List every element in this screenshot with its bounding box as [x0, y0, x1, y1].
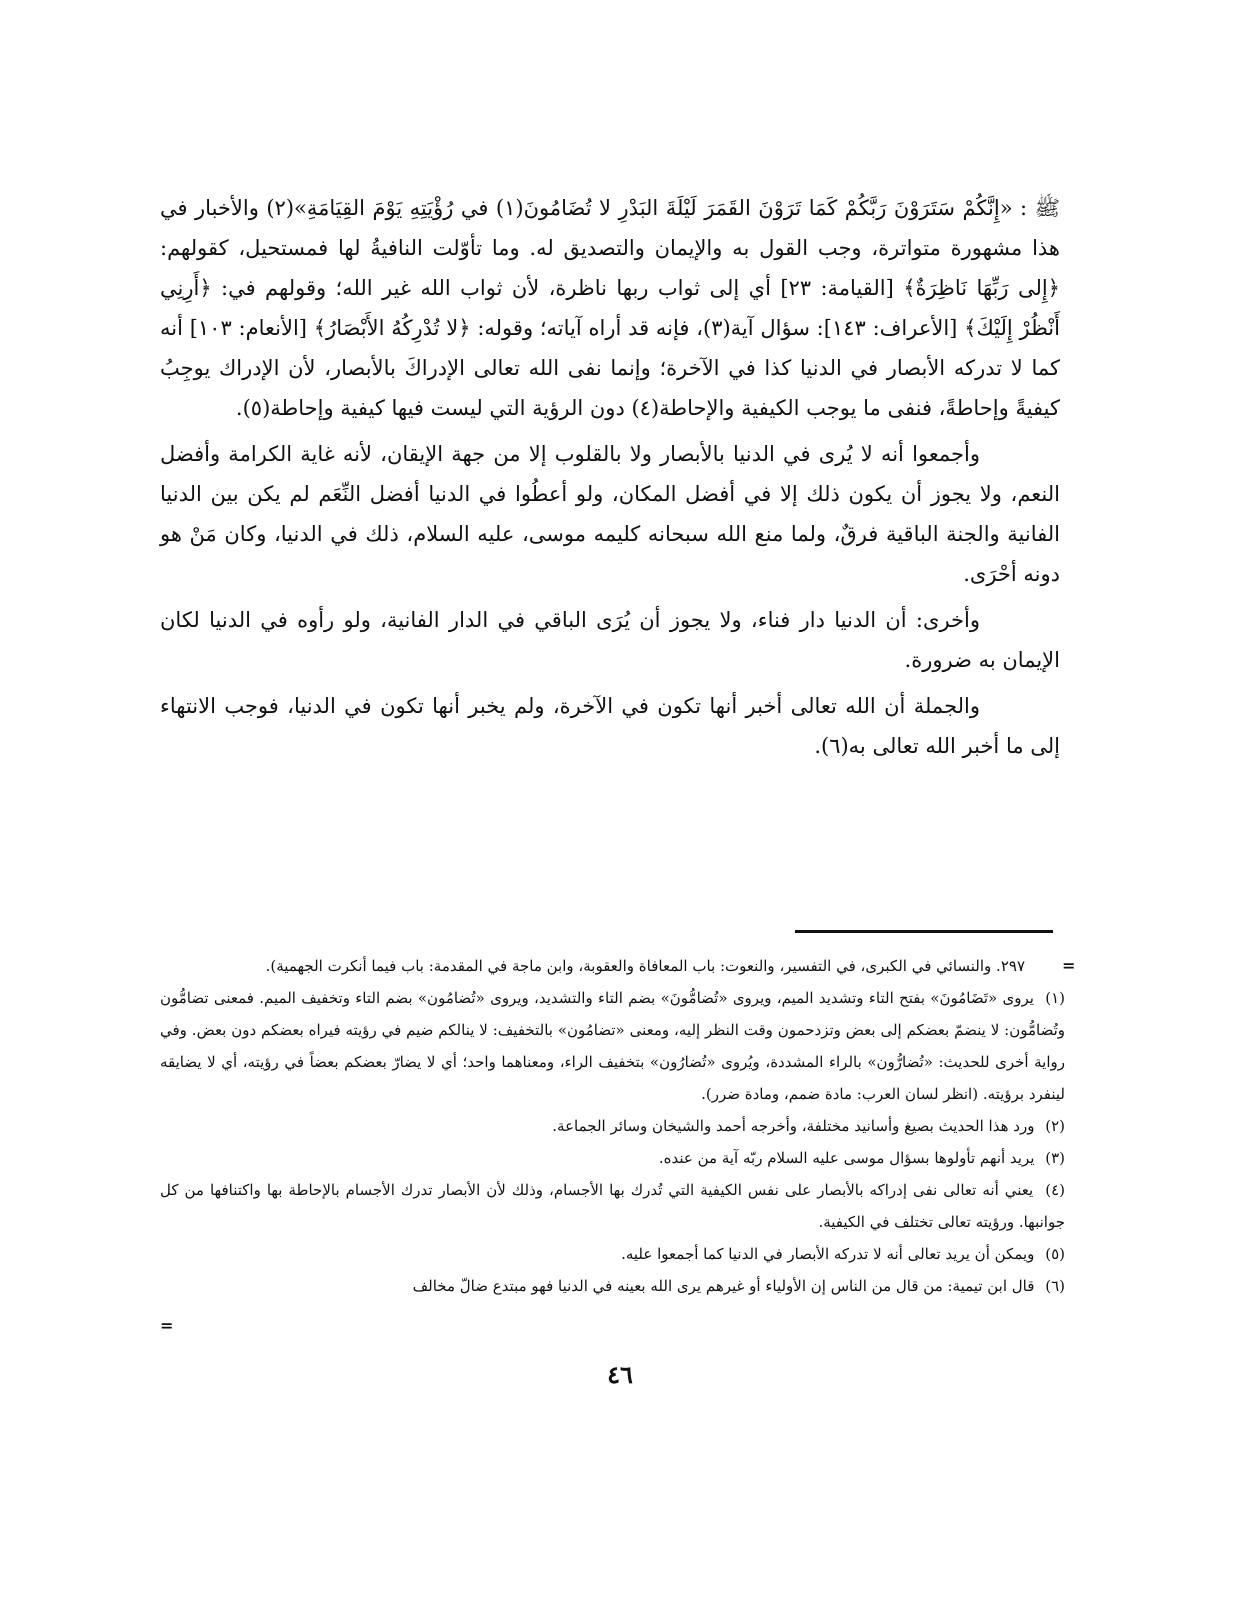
body-paragraph-1: ﷺ : «إِنَّكُمْ سَتَرَوْنَ رَبَّكُمْ كَمَا تَرَوْنَ القَمَرَ لَيْلَةَ البَدْرِ لا تُضَامُونَ(١) في رُؤْيَتِهِ يَوْمَ القِيَامَةِ»(٢) والأخبار في هذا مشهورة متواترة، وجب القول به والإيمان والتصديق له. وما تأوّلت النافيةُ لها فمستحيل، كقولهم: ﴿إِلى رَبِّهَا نَاظِرَةٌ﴾ [القيامة: ٢٣] أي إلى ثواب ربها ناظرة، لأن ثواب الله غير الله؛ وقولهم في: ﴿أَرِنِي أَنْظُرْ إِلَيْكَ﴾ [الأعراف: ١٤٣]: سؤال آية(٣)، فإنه قد أراه آياته؛ وقوله: ﴿لا تُدْرِكُهُ الأَبْصَارُ﴾ [الأنعام: ١٠٣] أنه كما لا تدركه الأبصار في الدنيا كذا في الآخرة؛ وإنما نفى الله تعالى الإدراكَ بالأبصار، لأن الإدراك يوجِبُ كيفيةً وإحاطةً، فنفى ما يوجب الكيفية والإحاطة(٤) دون الرؤية التي ليست فيها كيفية وإحاطة(٥).: [160, 196, 1060, 420]
footnote-continued: ٢٩٧. والنسائي في الكبرى، في التفسير، والنعوت: باب المعافاة والعقوبة، وابن ماجة في المقدمة: باب فيما أنكرت الجهمية).: [265, 957, 1025, 975]
footnote-text: يريد أنهم تأولوها بسؤال موسى عليه السلام ربّه آية من عنده.: [658, 1149, 1035, 1167]
footnote-continued-marker: =: [1062, 956, 1076, 975]
footnote-divider: [795, 930, 1053, 933]
footnote-5: [160, 1238, 1065, 1270]
footnote-3: [160, 1142, 1065, 1174]
footnote-text: يروى «تَضَامُونَ» بفتح التاء وتشديد الميم، ويروى «تُضامُّونَ» بضم التاء والتشديد، ويروى «تُضامُون» بضم التاء وتخفيف الميم. فمعنى تضامُّون وتُضامُّون: لا ينضمّ بعضكم إلى بعض وتزدحمون وقت النظر إليه، ومعنى «تضامُون» بالتخفيف: لا ينالكم ضيم في رؤيته فيراه بعضكم دون بعض. وفي رواية أخرى للحديث: «تُضارُّون» بالراء المشددة، ويُروى «تُضارُون» بتخفيف الراء، ومعناهما واحد؛ أي لا يضارّ بعضكم بعضاً في رؤيته، أي لا يضايقه لينفرد برؤيته. (انظر لسان العرب: مادة ضمم، ومادة ضرر).: [160, 989, 1065, 1103]
footnote-text: ويمكن أن يريد تعالى أنه لا تدركه الأبصار في الدنيا كما أجمعوا عليه.: [621, 1245, 1035, 1263]
footnote-number: (٥): [1045, 1245, 1065, 1263]
footnote-1: [160, 982, 1065, 1110]
body-paragraph-4: والجملة أن الله تعالى أخبر أنها تكون في الآخرة، ولم يخبر أنها تكون في الدنيا، فوجب الانتهاء إلى ما أخبر الله تعالى به(٦).: [160, 694, 1060, 758]
footnote-text: ورد هذا الحديث بصيغ وأسانيد مختلفة، وأخرجه أحمد والشيخان وسائر الجماعة.: [552, 1117, 1035, 1135]
footnotes: [160, 950, 1065, 1302]
footnote-number: (٦): [1045, 1277, 1065, 1295]
footnote-number: (٤): [1045, 1181, 1065, 1199]
footnote-end-marker: =: [160, 1316, 174, 1335]
footnote-number: (٢): [1045, 1117, 1065, 1135]
footnote-text: قال ابن تيمية: من قال من الناس إن الأولياء أو غيرهم يرى الله بعينه في الدنيا فهو مبتدع ضالّ مخالف: [412, 1277, 1035, 1295]
footnote-4: [160, 1174, 1065, 1238]
footnote-6: [160, 1270, 1065, 1302]
footnote-number: (٣): [1045, 1149, 1065, 1167]
page-number: ٤٦: [607, 1360, 633, 1389]
footnote-number: (١): [1045, 989, 1065, 1007]
main-text: [160, 188, 1060, 766]
body-paragraph-3: وأخرى: أن الدنيا دار فناء، ولا يجوز أن يُرَى الباقي في الدار الفانية، ولو رأوه في الدنيا لكان الإيمان به ضرورة.: [160, 608, 1060, 672]
footnote-text: يعني أنه تعالى نفى إدراكه بالأبصار على نفس الكيفية التي تُدرك بها الأجسام، وذلك لأن الأبصار تدرك الأجسام بالإحاطة بها واكتنافها من كل جوانبها. ورؤيته تعالى تختلف في الكيفية.: [160, 1181, 1065, 1231]
body-paragraph-2: وأجمعوا أنه لا يُرى في الدنيا بالأبصار ولا بالقلوب إلا من جهة الإيقان، لأنه غاية الكرامة وأفضل النعم، ولا يجوز أن يكون ذلك إلا في أفضل المكان، ولو أعطُوا في الدنيا أفضل النِّعَم لم يكن بين الدنيا الفانية والجنة الباقية فرقٌ، ولما منع الله سبحانه كليمه موسى، عليه السلام، ذلك في الدنيا، وكان مَنْ هو دونه أحْرَى.: [160, 442, 1060, 586]
footnote-2: [160, 1110, 1065, 1142]
